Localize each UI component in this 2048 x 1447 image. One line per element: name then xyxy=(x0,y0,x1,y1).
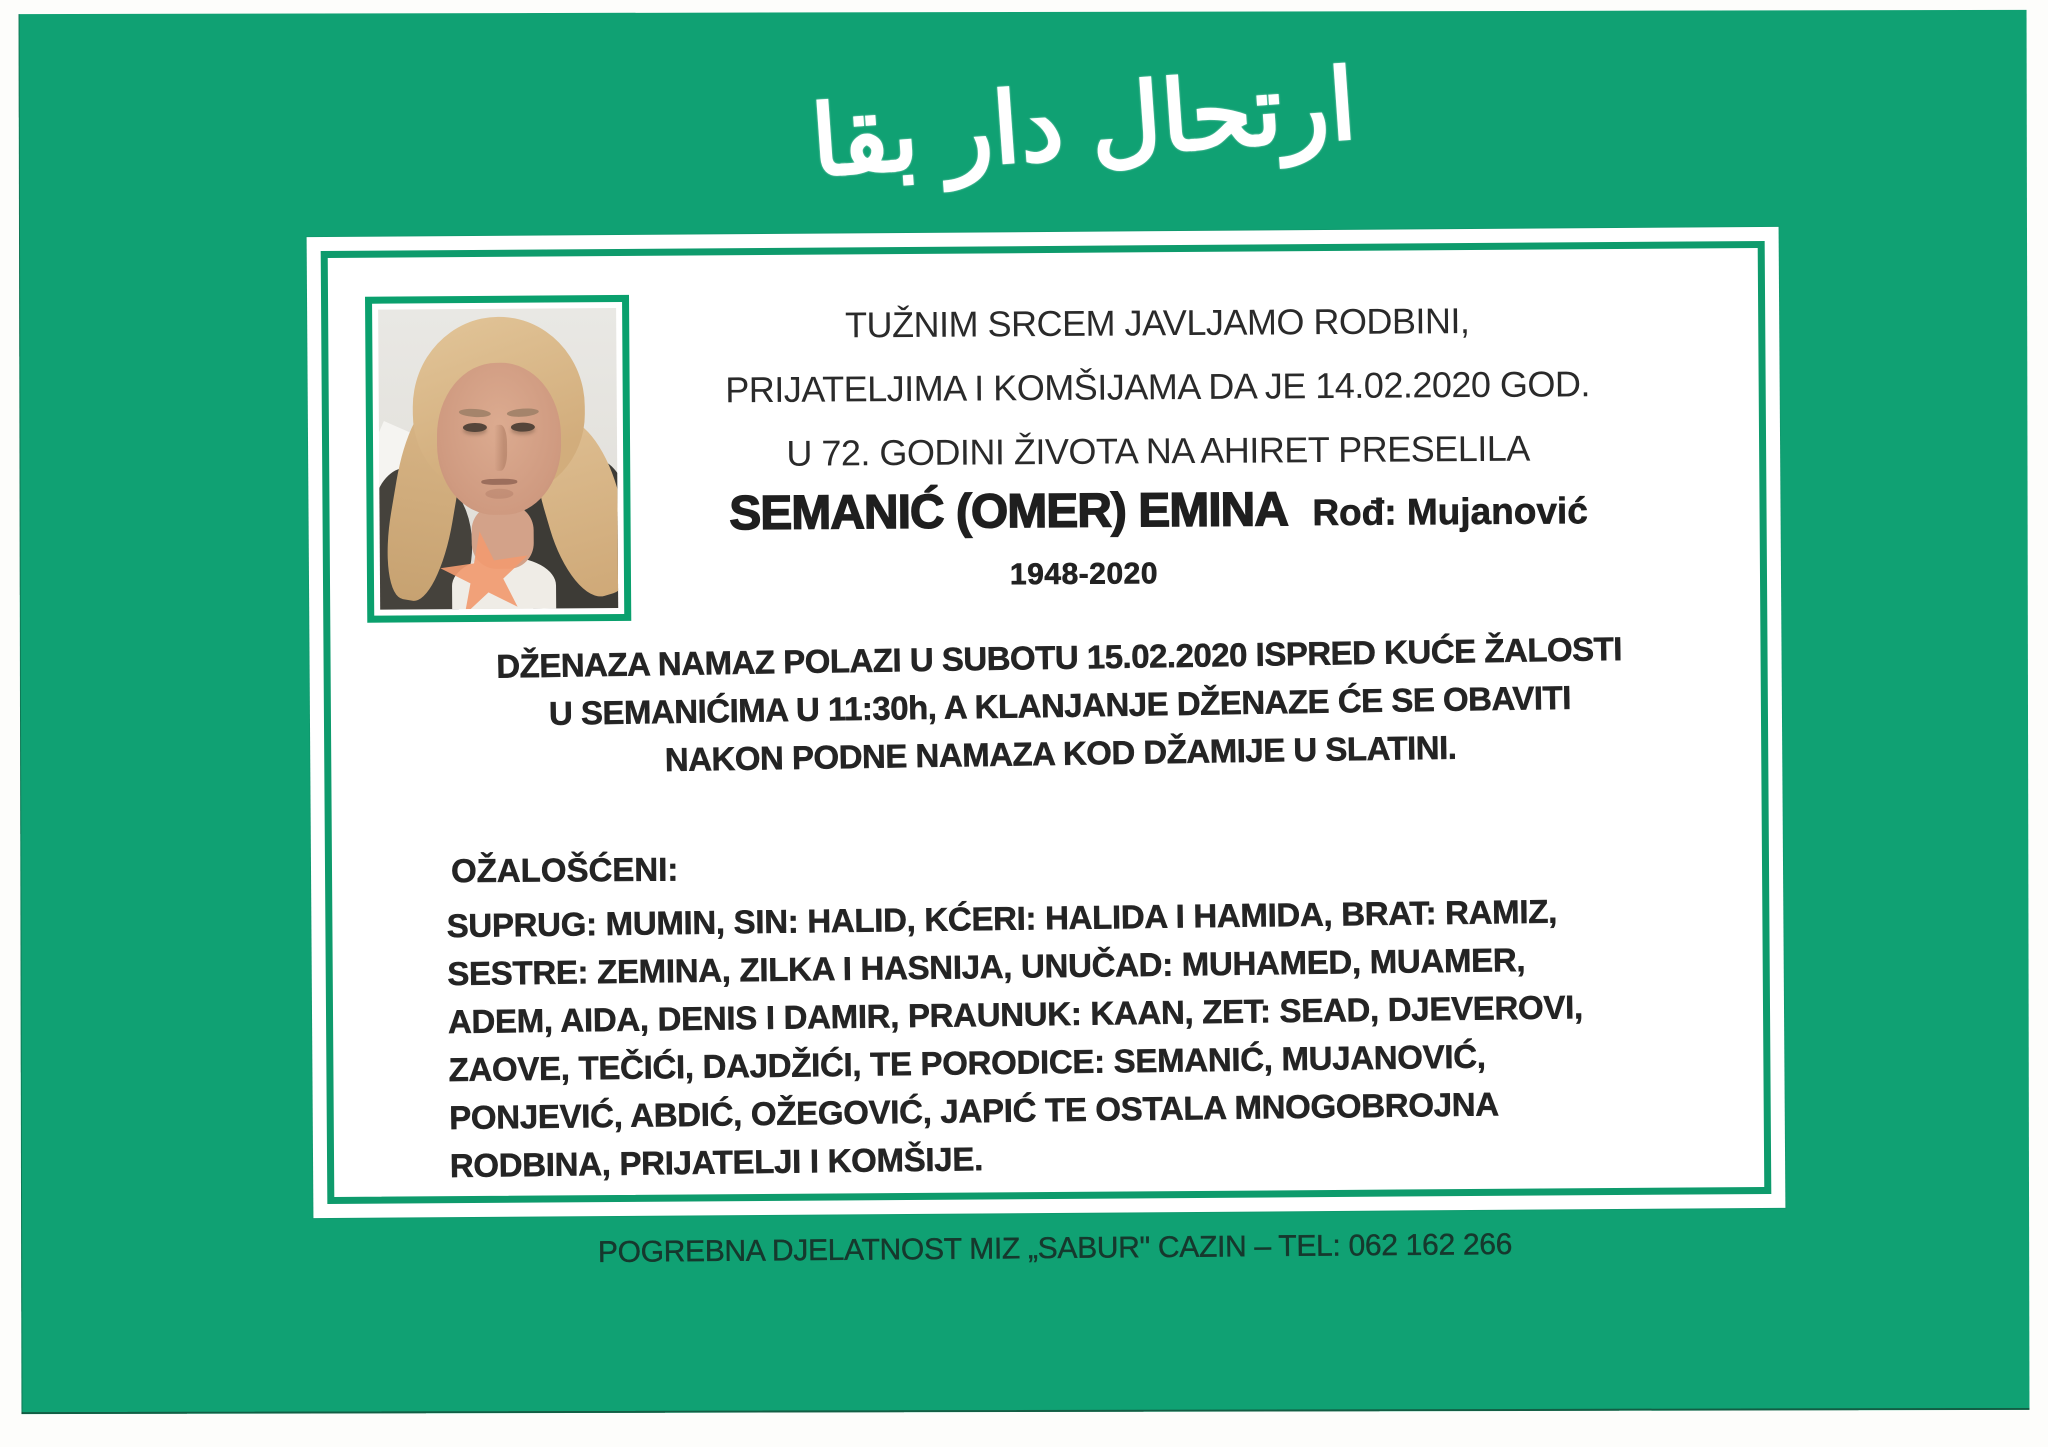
intro-line-1: TUŽNIM SRCEM JAVLJAMO RODBINI, xyxy=(844,300,1470,346)
left-eyebrow xyxy=(459,408,491,418)
mourners-label: OŽALOŠĆENI: xyxy=(450,850,679,890)
maiden-name: Rođ: Mujanović xyxy=(1312,490,1588,534)
funeral-details xyxy=(399,624,1721,789)
intro-line-3: U 72. GODINI ŽIVOTA NA AHIRET PRESELILA xyxy=(786,427,1530,474)
right-eyebrow xyxy=(507,407,540,417)
announcement-intro xyxy=(627,288,1688,487)
face xyxy=(436,362,561,515)
mourners-line-2: SESTRE: ZEMINA, ZILKA I HASNIJA, UNUČAD: MUHAMED, MUAMER, xyxy=(447,941,1526,993)
mourners-line-5: PONJEVIĆ, ABDIĆ, OŽEGOVIĆ, JAPIĆ TE OSTALA MNOGOBROJNA xyxy=(448,1085,1500,1137)
deceased-name: SEMANIĆ (OMER) EMINA xyxy=(729,483,1289,541)
left-eye xyxy=(463,423,487,432)
mourners-line-6: RODBINA, PRIJATELJI I KOMŠIJE. xyxy=(449,1140,984,1185)
mourners-line-4: ZAOVE, TEČIĆI, DAJDŽIĆI, TE PORODICE: SEMANIĆ, MUJANOVIĆ, xyxy=(448,1037,1486,1089)
funeral-line-2: U SEMANIĆIMA U 11:30h, A KLANJANJE DŽENAZE ĆE SE OBAVITI xyxy=(548,678,1572,732)
mouth xyxy=(481,479,517,485)
funeral-service-footer: POGREBNA DJELATNOST MIZ „SABUR" CAZIN – TEL: 062 162 266 xyxy=(597,1228,1513,1269)
right-eye xyxy=(511,423,535,432)
intro-line-2: PRIJATELJIMA I KOMŠIJAMA DA JE 14.02.2020 GOD. xyxy=(725,363,1591,411)
chin-shade xyxy=(485,489,513,499)
deceased-name-row xyxy=(608,479,1708,542)
arabic-calligraphy-text: ارتحال دار بقا xyxy=(808,49,1360,197)
mourners-line-3: ADEM, AIDA, DENIS I DAMIR, PRAUNUK: KAAN, ZET: SEAD, DJEVEROVI, xyxy=(447,988,1584,1041)
mourners-line-1: SUPRUG: MUMIN, SIN: HALID, KĆERI: HALIDA I HAMIDA, BRAT: RAMIZ, xyxy=(446,892,1558,945)
funeral-line-3: NAKON PODNE NAMAZA KOD DŽAMIJE U SLATINI. xyxy=(664,728,1457,779)
mourners-list xyxy=(446,885,1760,1190)
life-years: 1948-2020 xyxy=(1009,557,1159,592)
nose xyxy=(491,425,507,471)
announcement-card xyxy=(307,227,1786,1218)
funeral-line-1: DŽENAZA NAMAZ POLAZI U SUBOTU 15.02.2020 ISPRED KUĆE ŽALOSTI xyxy=(496,630,1623,685)
portrait-photo xyxy=(378,308,618,610)
arabic-calligraphy xyxy=(0,26,2048,231)
